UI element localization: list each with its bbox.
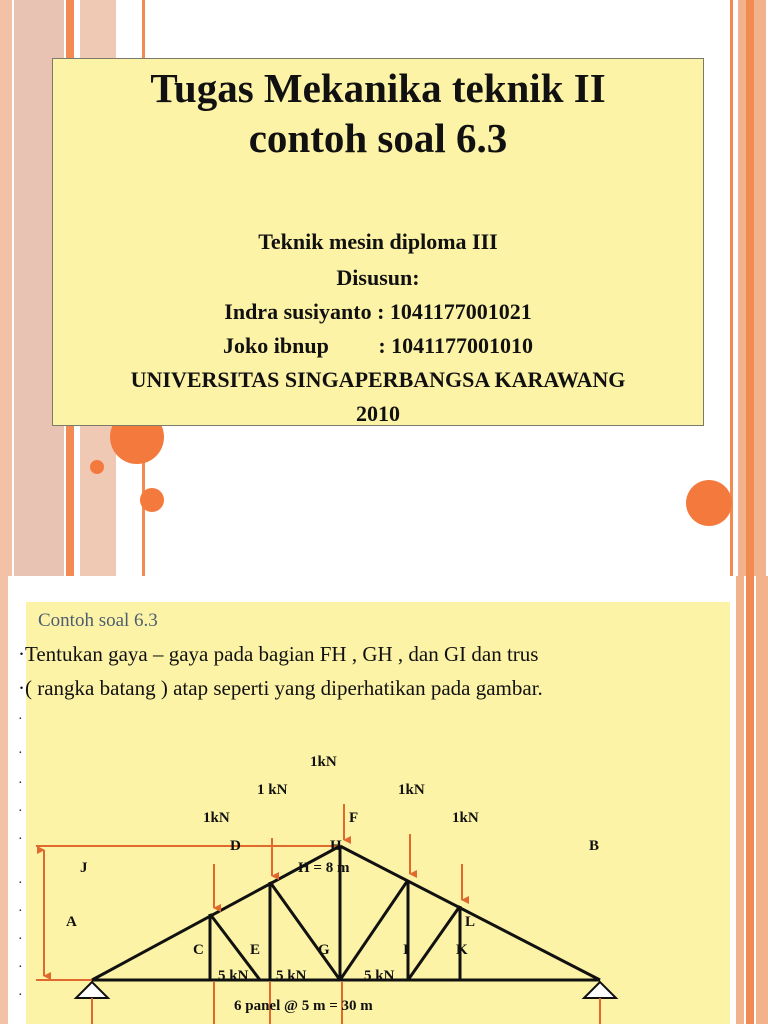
- joint-label-j: J: [80, 860, 88, 876]
- compiled-by: Disusun:: [336, 265, 420, 290]
- load-label-1: 1kN: [310, 754, 337, 770]
- bullet: ·: [18, 712, 23, 727]
- joint-label-d: D: [230, 838, 241, 854]
- year: 2010: [356, 401, 400, 426]
- author-1: Indra susiyanto : 1041177001021: [224, 299, 532, 324]
- member-diagonal-3: [340, 880, 408, 980]
- title-panel: [52, 58, 704, 426]
- bullet: ·: [18, 642, 25, 666]
- joint-label-h: H: [330, 838, 342, 854]
- slide-example: [0, 576, 768, 1024]
- left-stripe: [0, 0, 12, 576]
- university: UNIVERSITAS SINGAPERBANGSA KARAWANG: [130, 367, 626, 392]
- load-label-5: 1kN: [452, 810, 479, 826]
- bullet: ·: [18, 876, 23, 891]
- problem-text-1: Tentukan gaya – gaya pada bagian FH , GH , dan GI dan trus: [25, 642, 539, 666]
- bullet: ·: [18, 776, 23, 791]
- member-diagonal-4: [408, 906, 460, 980]
- problem-text-2: ( rangka batang ) atap seperti yang diperhatikan pada gambar.: [25, 676, 543, 700]
- decor-circle-small: [90, 460, 104, 474]
- bottom-load-label-3: 5 kN: [364, 968, 395, 984]
- member-diagonal-2: [270, 882, 340, 980]
- height-label: H = 8 m: [298, 860, 350, 876]
- joint-label-e: E: [250, 942, 261, 958]
- bottom-load-label-2: 5 kN: [276, 968, 307, 984]
- joint-label-a: A: [66, 914, 77, 930]
- joint-label-c: C: [193, 942, 204, 958]
- right-support-icon: [584, 982, 616, 998]
- joint-label-i: I: [403, 942, 409, 958]
- bullet: ·: [18, 676, 25, 700]
- load-arrows: [92, 804, 600, 1024]
- joint-label-b: B: [589, 838, 600, 854]
- left-support-icon: [76, 982, 108, 998]
- title-line-1: Tugas Mekanika teknik II: [150, 65, 606, 111]
- truss-diagram: [0, 576, 768, 1024]
- bullet: ·: [18, 960, 23, 975]
- load-label-3: 1kN: [398, 782, 425, 798]
- joint-label-k: K: [456, 942, 468, 958]
- example-heading: Contoh soal 6.3: [38, 610, 158, 631]
- decor-circle-medium: [140, 488, 164, 512]
- bottom-load-label-1: 5 kN: [218, 968, 249, 984]
- bullet: ·: [18, 904, 23, 919]
- joint-label-f: F: [349, 810, 359, 826]
- bullet: ·: [18, 746, 23, 761]
- span-label: 6 panel @ 5 m = 30 m: [234, 998, 373, 1014]
- bullet: ·: [18, 832, 23, 847]
- bullet: ·: [18, 932, 23, 947]
- title-line-2: contoh soal 6.3: [248, 115, 508, 161]
- joint-label-g: G: [318, 942, 330, 958]
- author-2: Joko ibnup : 1041177001010: [223, 333, 533, 358]
- decor-circle-right: [686, 480, 732, 526]
- right-thin-line: [730, 0, 733, 576]
- subtitle: Teknik mesin diploma III: [258, 229, 498, 254]
- right-top-chord: [340, 846, 600, 980]
- bullet: ·: [18, 804, 23, 819]
- joint-label-l: L: [465, 914, 476, 930]
- load-label-2: 1 kN: [257, 782, 288, 798]
- right-accent-stripe: [746, 0, 754, 576]
- load-label-4: 1kN: [203, 810, 230, 826]
- bullet: ·: [18, 988, 23, 1003]
